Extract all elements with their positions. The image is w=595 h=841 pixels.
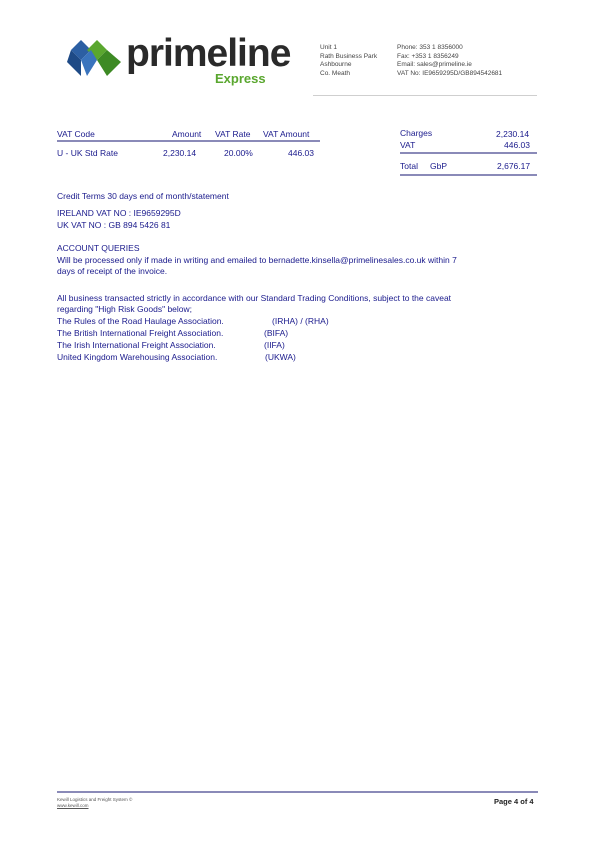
address-line: Ashbourne	[320, 61, 352, 68]
primeline-logo-icon	[67, 38, 123, 78]
currency-label: GbP	[430, 161, 448, 171]
vat-value: 446.03	[504, 140, 530, 150]
fax-line: Fax: +353 1 8356249	[397, 52, 459, 60]
trading-conditions-text-cont: regarding "High Risk Goods" below;	[57, 304, 193, 314]
association-name: United Kingdom Warehousing Association.	[57, 352, 218, 362]
address-line: Co. Meath	[320, 69, 350, 77]
association-name: The British International Freight Association.	[57, 328, 224, 338]
footer-credit-text: Kewill Logistics and Freight System ©	[57, 797, 133, 802]
vat-code-cell: U - UK Std Rate	[57, 148, 118, 158]
brand-name: primeline	[126, 32, 291, 75]
vat-amount-cell: 446.03	[288, 148, 314, 158]
email-line: Email: sales@primeline.ie	[397, 61, 472, 68]
brand-subtitle: Express	[215, 71, 266, 86]
footer-link[interactable]: www.kewill.com	[57, 803, 89, 808]
vat-amount-header: VAT Amount	[263, 129, 310, 139]
company-address	[320, 44, 377, 78]
footer-divider	[57, 791, 538, 793]
vat-number-line: VAT No: IE9659295D/GB894542681	[397, 69, 503, 77]
association-code: (UKWA)	[265, 352, 296, 362]
association-name: The Rules of the Road Haulage Association.	[57, 316, 224, 326]
charges-rule	[400, 152, 537, 154]
association-code: (IIFA)	[264, 340, 285, 350]
phone-line: Phone: 353 1 8356000	[397, 44, 463, 51]
footer-credit	[57, 797, 132, 809]
address-line: Rath Business Park	[320, 52, 378, 60]
vat-rate-cell: 20.00%	[224, 148, 253, 158]
company-contact	[397, 44, 502, 78]
page-number: Page 4 of 4	[494, 797, 534, 806]
trading-conditions-text: All business transacted strictly in accordance with our Standard Trading Conditions, subject to the caveat	[57, 293, 452, 303]
total-label: Total	[400, 161, 418, 171]
total-rule	[400, 174, 537, 176]
charges-value: 2,230.14	[496, 129, 530, 139]
vat-label: VAT	[400, 140, 416, 150]
table-header-rule	[57, 140, 320, 142]
amount-header: Amount	[172, 129, 202, 139]
address-line: Unit 1	[320, 44, 337, 51]
association-code: (IRHA) / (RHA)	[272, 316, 329, 326]
header-divider	[313, 95, 537, 96]
account-queries-text: Will be processed only if made in writing and emailed to bernadette.kinsella@primelinesales.co.uk within 7	[57, 255, 457, 265]
account-queries-text-cont: days of receipt of the invoice.	[57, 266, 168, 276]
charges-label: Charges	[400, 128, 433, 138]
ireland-vat-number: IRELAND VAT NO : IE9659295D	[57, 208, 181, 218]
credit-terms: Credit Terms 30 days end of month/statement	[57, 191, 229, 201]
total-value: 2,676.17	[497, 161, 531, 171]
amount-cell: 2,230.14	[163, 148, 197, 158]
association-code: (BIFA)	[264, 328, 289, 338]
vat-rate-header: VAT Rate	[215, 129, 251, 139]
vat-code-header: VAT Code	[57, 129, 95, 139]
association-name: The Irish International Freight Association.	[57, 340, 216, 350]
account-queries-heading: ACCOUNT QUERIES	[57, 243, 140, 253]
uk-vat-number: UK VAT NO : GB 894 5426 81	[57, 220, 171, 230]
